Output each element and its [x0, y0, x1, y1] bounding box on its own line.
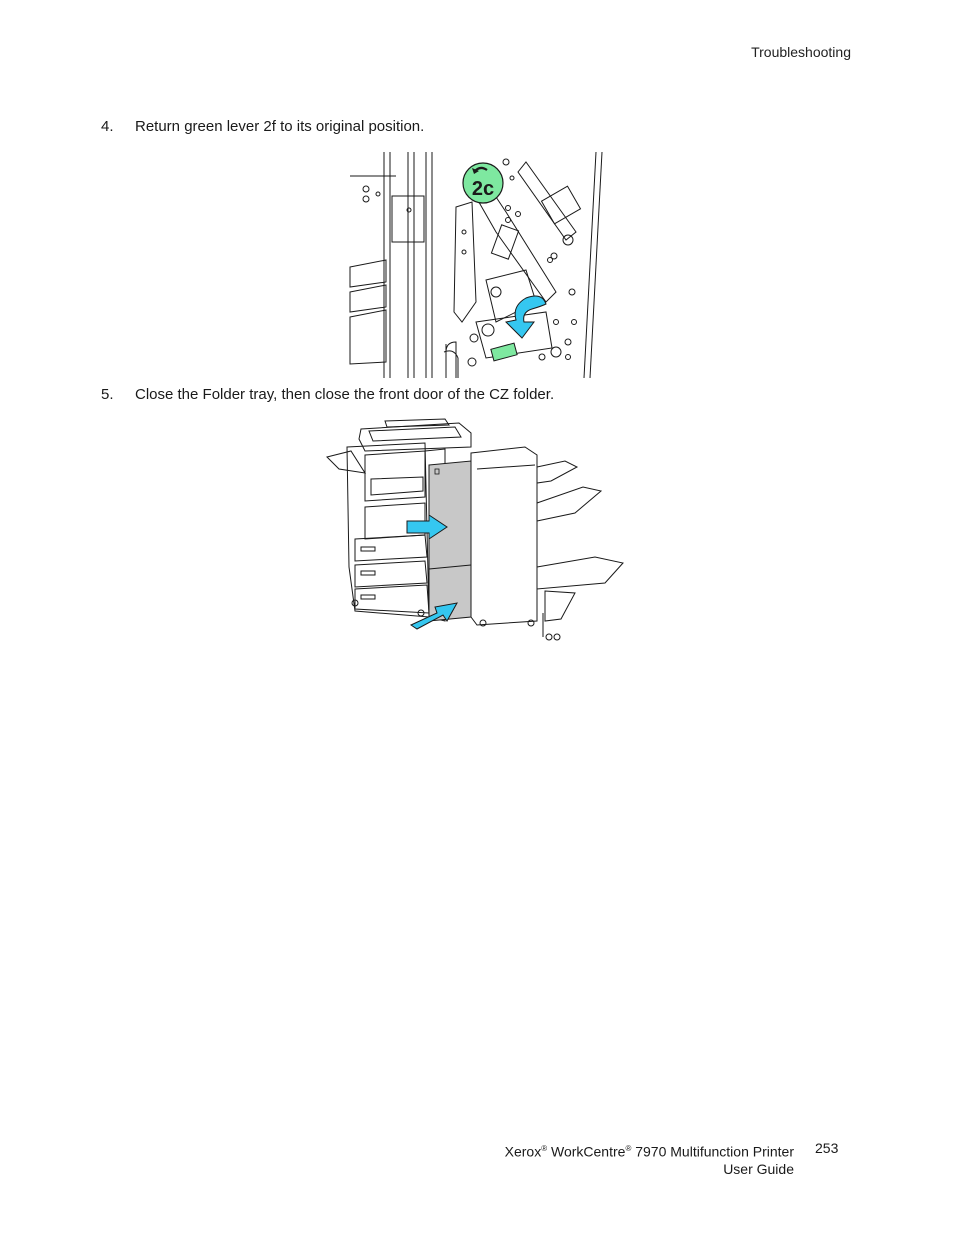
step-text: Close the Folder tray, then close the front door of the CZ folder. — [135, 386, 555, 403]
model-name: 7970 Multifunction Printer — [635, 1143, 794, 1160]
page-number: 253 — [815, 1140, 839, 1156]
step-number: 5. — [101, 386, 114, 403]
badge-label: 2c — [471, 178, 495, 200]
step-text: Return green lever 2f to its original position. — [135, 118, 425, 135]
green-lever-2f — [491, 343, 517, 361]
section-title: Troubleshooting — [751, 44, 851, 60]
footer-product — [460, 1140, 794, 1178]
brand-name: Xerox — [504, 1143, 542, 1160]
step-4 — [101, 118, 424, 135]
folder-interior-illustration — [346, 152, 606, 378]
doc-type: User Guide — [723, 1160, 794, 1177]
step-5 — [101, 386, 554, 403]
step-number: 4. — [101, 118, 114, 135]
product-name: WorkCentre — [551, 1143, 626, 1160]
product-line: Xerox® WorkCentre® 7970 Multifunction Printer — [504, 1143, 794, 1160]
printer-illustration — [325, 417, 630, 647]
folder-front-door — [429, 461, 471, 621]
